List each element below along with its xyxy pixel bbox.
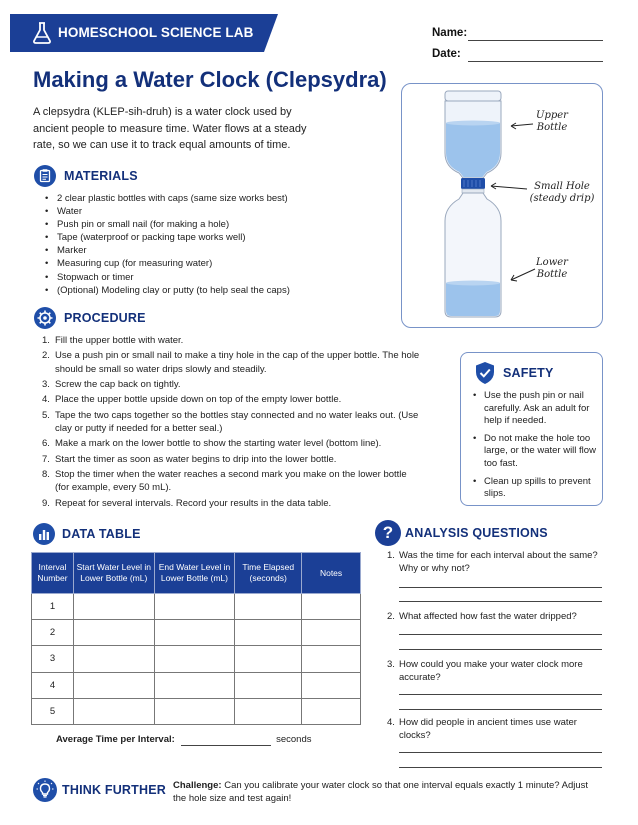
lower-bottle-label: Lower Bottle xyxy=(536,257,568,280)
average-answer-line[interactable] xyxy=(181,734,271,746)
list-item: 9. Repeat for several intervals. Record your results in the data table. xyxy=(42,497,332,509)
data-table-heading: DATA TABLE xyxy=(62,527,141,541)
date-line[interactable] xyxy=(468,61,603,62)
column-header: Time Elapsed (seconds) xyxy=(235,553,302,594)
list-item: • Use the push pin or nail carefully. Ask an adult for help if needed. xyxy=(471,390,601,428)
lightbulb-icon xyxy=(33,778,57,802)
list-item: • Push pin or small nail (for making a hole) xyxy=(45,218,290,231)
materials-heading: MATERIALS xyxy=(64,169,138,183)
table-row xyxy=(32,646,361,672)
answer-line[interactable] xyxy=(399,634,602,635)
column-header: Interval Number xyxy=(32,553,74,594)
answer-line[interactable] xyxy=(399,709,602,710)
materials-list xyxy=(45,192,290,297)
time-cell[interactable] xyxy=(235,646,302,672)
shield-icon xyxy=(474,361,496,385)
intro-text: A clepsydra (KLEP-sih-druh) is a water clock used by ancient people to measure time. Water flows at a steady rate, so we can use it to track equal amounts of time. xyxy=(33,106,307,151)
time-cell[interactable] xyxy=(235,620,302,646)
analysis-heading: ANALYSIS QUESTIONS xyxy=(405,526,548,540)
answer-line[interactable] xyxy=(399,601,602,602)
list-item: • (Optional) Modeling clay or putty (to help seal the caps) xyxy=(45,284,290,297)
list-item: • Water xyxy=(45,205,290,218)
interval-number: 1 xyxy=(32,594,74,620)
procedure-list xyxy=(42,334,422,512)
average-unit: seconds xyxy=(276,734,312,745)
challenge-body: Can you calibrate your water clock so that one interval equals exactly 1 minute? Adjust the hole size and test again! xyxy=(173,780,589,804)
list-item: • Tape (waterproof or packing tape works well) xyxy=(45,231,290,244)
table-row xyxy=(32,672,361,698)
list-item: • Clean up spills to prevent slips. xyxy=(471,476,601,501)
start-level-cell[interactable] xyxy=(73,698,154,724)
list-item: • 2 clear plastic bottles with caps (same size works best) xyxy=(45,192,290,205)
page-title: Making a Water Clock (Clepsydra) xyxy=(33,67,387,92)
end-level-cell[interactable] xyxy=(154,698,235,724)
start-level-cell[interactable] xyxy=(73,620,154,646)
answer-line[interactable] xyxy=(399,694,602,695)
table-row xyxy=(32,698,361,724)
data-table xyxy=(31,552,361,725)
interval-number: 5 xyxy=(32,698,74,724)
interval-number: 3 xyxy=(32,646,74,672)
list-item: • Do not make the hole too large, or the water will flow too fast. xyxy=(471,433,601,471)
average-label: Average Time per Interval: xyxy=(56,734,175,745)
time-cell[interactable] xyxy=(235,698,302,724)
list-item: 6. Make a mark on the lower bottle to show the starting water level (bottom line). xyxy=(42,438,382,450)
name-line[interactable] xyxy=(468,40,603,41)
list-item: 7. Start the timer as soon as water begins to drip into the lower bottle. xyxy=(42,453,337,465)
answer-line[interactable] xyxy=(399,767,602,768)
column-header: End Water Level in Lower Bottle (mL) xyxy=(154,553,235,594)
list-item: • Measuring cup (for measuring water) xyxy=(45,257,290,270)
answer-line[interactable] xyxy=(399,649,602,650)
column-header: Start Water Level in Lower Bottle (mL) xyxy=(73,553,154,594)
list-item: 1. Fill the upper bottle with water. xyxy=(42,335,184,346)
safety-list xyxy=(471,390,601,506)
answer-line[interactable] xyxy=(399,752,602,753)
gear-icon xyxy=(34,307,56,329)
banner-title: HOMESCHOOL SCIENCE LAB xyxy=(58,25,254,40)
flask-icon xyxy=(30,21,54,45)
average-time-row xyxy=(56,734,311,746)
column-header: Notes xyxy=(302,553,361,594)
clipboard-icon xyxy=(34,165,56,187)
header-banner xyxy=(10,14,278,52)
think-further-heading: THINK FURTHER xyxy=(62,783,166,797)
end-level-cell[interactable] xyxy=(154,620,235,646)
end-level-cell[interactable] xyxy=(154,594,235,620)
list-item: 5. Tape the two caps together so the bottles stay connected and no water leaks out. (Use clay or putty if needed for a better seal.) xyxy=(42,409,419,434)
name-label: Name: xyxy=(432,27,468,39)
upper-bottle-label: Upper Bottle xyxy=(536,110,568,133)
list-item: • Marker xyxy=(45,244,290,257)
notes-cell[interactable] xyxy=(302,646,361,672)
time-cell[interactable] xyxy=(235,594,302,620)
interval-number: 4 xyxy=(32,672,74,698)
start-level-cell[interactable] xyxy=(73,646,154,672)
list-item: 3. Screw the cap back on tightly. xyxy=(42,378,181,390)
procedure-heading: PROCEDURE xyxy=(64,311,146,325)
list-item: 8. Stop the timer when the water reaches a second mark you make on the lower bottle (for example, every 50 mL). xyxy=(42,469,407,494)
end-level-cell[interactable] xyxy=(154,646,235,672)
list-item: 2. Use a push pin or small nail to make a tiny hole in the cap of the upper bottle. The hole should be small so water drips slowly and steadily. xyxy=(42,350,420,375)
interval-number: 2 xyxy=(32,620,74,646)
challenge-label: Challenge: xyxy=(173,780,222,791)
answer-line[interactable] xyxy=(399,587,602,588)
start-level-cell[interactable] xyxy=(73,594,154,620)
bar-chart-icon xyxy=(33,523,55,545)
question-mark-icon: ? xyxy=(375,520,401,546)
start-level-cell[interactable] xyxy=(73,672,154,698)
notes-cell[interactable] xyxy=(302,672,361,698)
safety-heading: SAFETY xyxy=(503,366,554,380)
table-row xyxy=(32,620,361,646)
list-item: • Stopwach or timer xyxy=(45,271,290,284)
time-cell[interactable] xyxy=(235,672,302,698)
notes-cell[interactable] xyxy=(302,620,361,646)
end-level-cell[interactable] xyxy=(154,672,235,698)
date-label: Date: xyxy=(432,48,461,60)
notes-cell[interactable] xyxy=(302,594,361,620)
small-hole-label: Small Hole (steady drip) xyxy=(529,181,595,204)
notes-cell[interactable] xyxy=(302,698,361,724)
challenge-text xyxy=(173,779,593,805)
water-clock-diagram xyxy=(401,83,603,328)
table-row xyxy=(32,594,361,620)
list-item: 4. Place the upper bottle upside down on top of the empty lower bottle. xyxy=(42,394,342,406)
